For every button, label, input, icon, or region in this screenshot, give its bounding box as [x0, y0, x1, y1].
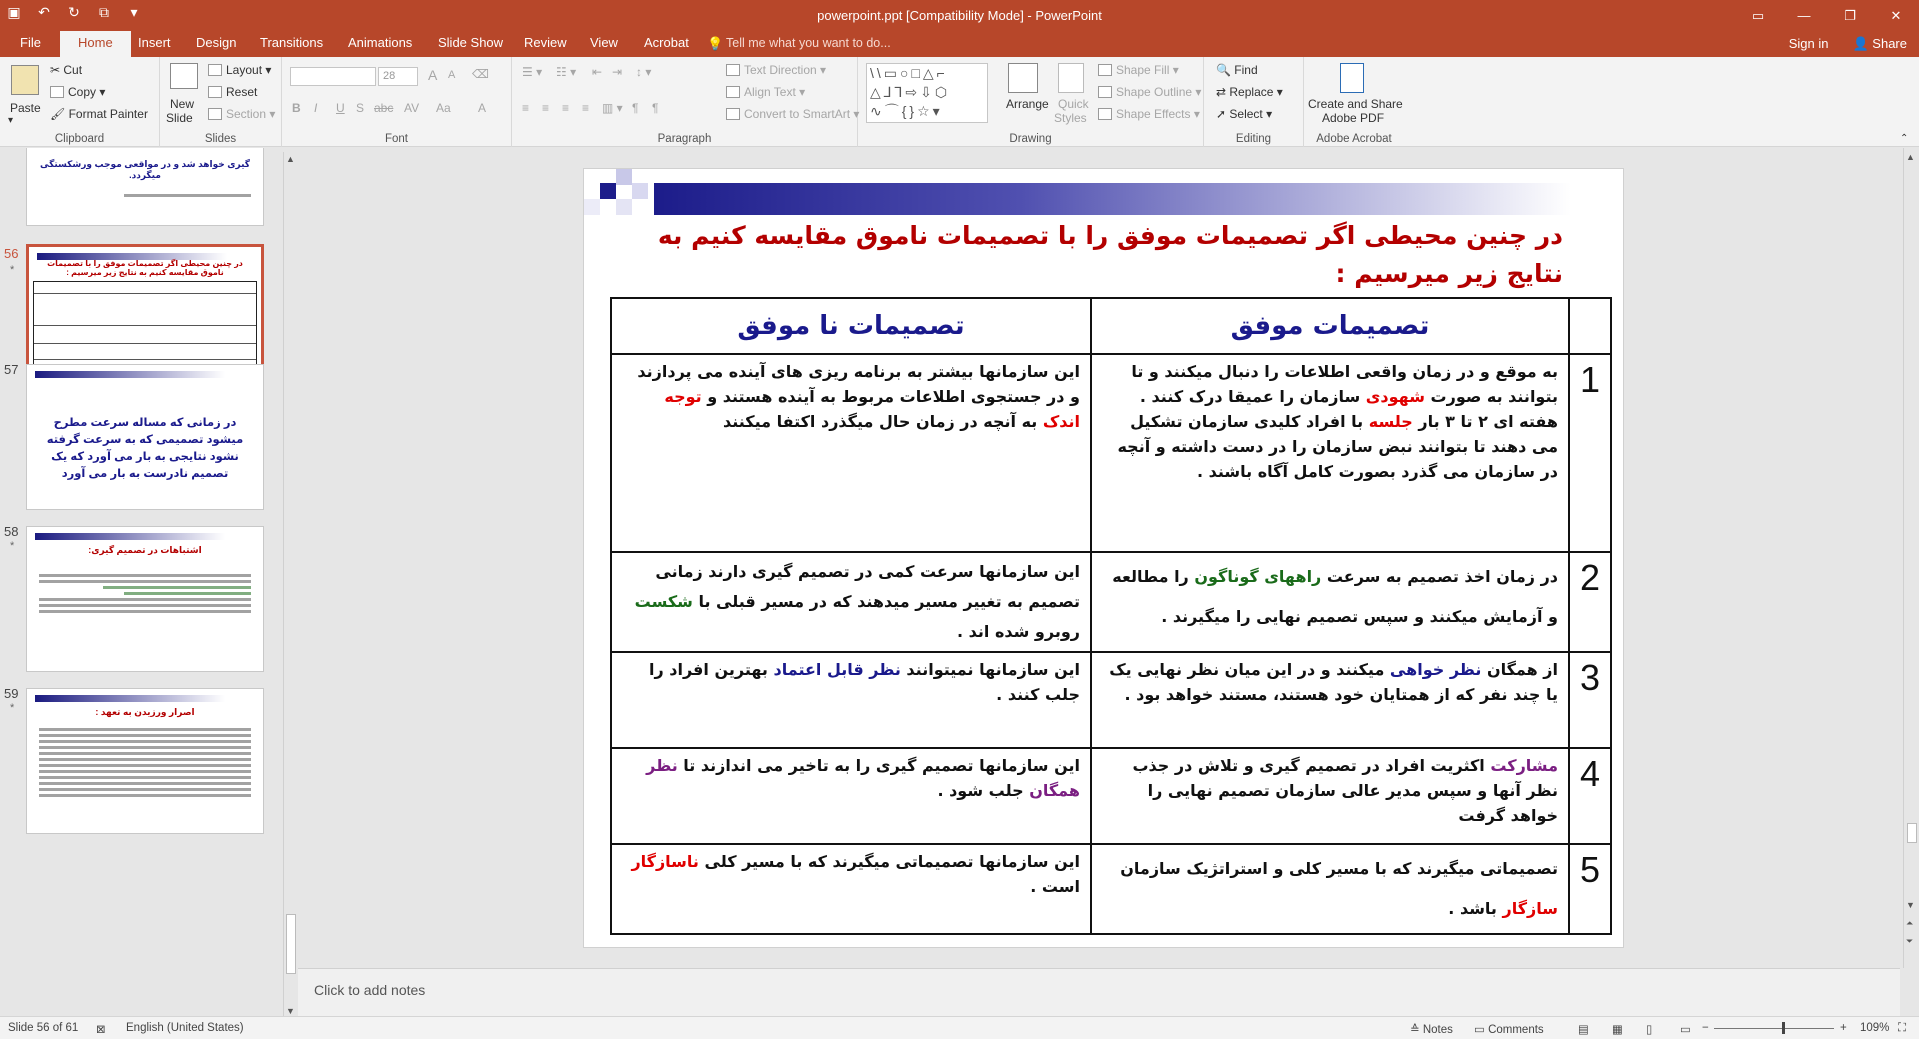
fail-cell[interactable]: این سازمانها بیشتر به برنامه ریزی های آینده می پردازند و در جستجوی اطلاعات مربوط به آینده هستند و توجه اندک به آنچه در زمان حال میگذرد اکتفا میکنند	[611, 354, 1091, 552]
drawing-group	[858, 57, 1204, 147]
font-color-button[interactable]: A	[478, 101, 487, 115]
notes-placeholder[interactable]: Click to add notes	[314, 982, 426, 998]
editor-scroll-thumb[interactable]	[1907, 823, 1917, 843]
comment-icon: ▭	[1474, 1024, 1489, 1036]
normal-view-icon[interactable]: ▤	[1578, 1024, 1589, 1036]
tab-insert[interactable]: Insert	[138, 35, 171, 50]
status-bar	[0, 1016, 1919, 1039]
align-center-icon[interactable]: ≡	[542, 101, 550, 115]
slide-heading[interactable]: در چنین محیطی اگر تصمیمات موفق را با تصمیمات ناموق مقایسه کنیم به نتایج زیر میرسیم :	[657, 221, 1563, 288]
current-slide[interactable]	[583, 168, 1624, 948]
italic-button[interactable]: I	[314, 101, 318, 115]
tab-slide-show[interactable]: Slide Show	[438, 35, 504, 50]
zoom-in-icon[interactable]: +	[1840, 1022, 1847, 1034]
clear-formatting-icon[interactable]: ⌫	[472, 67, 489, 81]
sign-in-link[interactable]: Sign in	[1788, 36, 1829, 51]
slide-thumbnail-57[interactable]	[26, 364, 264, 510]
fail-cell[interactable]: این سازمانها تصمیماتی میگیرند که با مسیر کلی ناسازگار است .	[611, 844, 1091, 934]
tab-acrobat[interactable]: Acrobat	[644, 35, 689, 50]
create-share-pdf-button[interactable]: Create and Share	[1308, 97, 1403, 111]
table-header-row	[611, 298, 1611, 354]
thumb-56-title: در چنین محیطی اگر تصمیمات موفق را با تصمیمات ناموق مقایسه کنیم به نتایج زیر میرسیم :	[47, 259, 243, 277]
columns-icon[interactable]: ▥ ▾	[602, 101, 623, 115]
thumb-55-text: گیری خواهد شد و در مواقعی موجب ورشکستگی میگردد.	[40, 159, 250, 180]
ltr-icon[interactable]: ¶	[652, 101, 659, 115]
drawing-group-label: Drawing	[1009, 133, 1052, 145]
slides-group	[160, 57, 282, 147]
create-pdf-icon[interactable]	[1340, 63, 1364, 93]
editor-scrollbar[interactable]	[1903, 148, 1919, 968]
save-icon[interactable]: ▣	[7, 4, 21, 20]
pen-icon	[1098, 86, 1112, 98]
scroll-up-icon[interactable]: ▲	[286, 154, 295, 164]
fit-slide-icon[interactable]: ⛶	[1898, 1022, 1907, 1034]
collapse-ribbon-icon[interactable]: ⌃	[1900, 133, 1909, 144]
slides-group-label: Slides	[204, 133, 237, 145]
paste-button[interactable]: Paste	[10, 101, 41, 115]
success-cell[interactable]: تصمیماتی میگیرند که با مسیر کلی و استراتژیک سازمان سازگار باشد .	[1091, 844, 1569, 934]
slide-counter: Slide 56 of 61	[8, 1022, 79, 1034]
line-spacing-icon[interactable]: ↕ ▾	[636, 65, 652, 79]
zoom-slider-knob[interactable]	[1782, 1022, 1785, 1034]
font-name-input[interactable]	[290, 67, 376, 86]
slide-thumbnail-58[interactable]	[26, 526, 264, 672]
comments-toggle[interactable]: ▭ Comments	[1474, 1024, 1544, 1036]
thumb-57-text: در زمانی که مساله سرعت مطرح میشود تصمیمی که به سرعت گرفته نشود نتایجی به بار می آورد که یک تصمیم نادرست به بار می آورد	[46, 417, 244, 480]
ribbon	[0, 57, 1919, 147]
next-slide-icon[interactable]: ⏷	[1906, 936, 1914, 946]
adobe-acrobat-group-label: Adobe Acrobat	[1316, 133, 1392, 145]
row-number[interactable]: 4	[1569, 748, 1611, 844]
decor-square	[600, 183, 616, 199]
new-slide-icon[interactable]	[170, 63, 198, 89]
shape-outline-button[interactable]: Shape Outline ▾	[1098, 85, 1201, 99]
align-right-icon[interactable]: ≡	[562, 101, 570, 115]
tab-home[interactable]: Home	[60, 31, 131, 57]
row-number[interactable]: 2	[1569, 552, 1611, 652]
increase-indent-icon[interactable]: ⇥	[612, 65, 623, 79]
fail-cell[interactable]: این سازمانها نمیتوانند نظر قابل اعتماد بهترین افراد را جلب کنند .	[611, 652, 1091, 748]
slide-number-58: 58	[4, 524, 19, 539]
editing-group-label: Editing	[1235, 133, 1272, 145]
share-button[interactable]: 👤 Share	[1852, 36, 1907, 51]
clipboard-group-label: Clipboard	[54, 133, 105, 145]
convert-smartart-button[interactable]: Convert to SmartArt ▾	[726, 107, 859, 121]
fail-cell[interactable]: این سازمانها سرعت کمی در تصمیم گیری دارند زمانی تصمیم به تغییر مسیر میدهند که در مسیر قبلی با شکست روبرو شده اند .	[611, 552, 1091, 652]
search-icon: 🔍	[1216, 63, 1235, 77]
paste-icon[interactable]	[11, 65, 39, 95]
slide-thumbnail-55[interactable]	[26, 148, 264, 226]
quick-styles-icon[interactable]	[1058, 63, 1084, 93]
slide-number-56: 56	[4, 246, 19, 261]
new-slide-button[interactable]: New	[170, 97, 195, 111]
success-cell[interactable]: مشارکت اکثریت افراد در تصمیم گیری و تلاش در جذب نظر آنها و سپس مدیر عالی سازمان تصمیم نهایی را خواهد گرفت	[1091, 748, 1569, 844]
animation-star-icon: *	[10, 702, 15, 714]
numbering-icon[interactable]: ☷ ▾	[556, 65, 577, 79]
title-bar	[0, 0, 1919, 31]
character-spacing-button[interactable]: AV	[404, 101, 420, 115]
row-number[interactable]: 3	[1569, 652, 1611, 748]
table-row	[611, 354, 1611, 552]
font-group	[282, 57, 512, 147]
layout-button[interactable]: Layout ▾	[208, 63, 271, 77]
slide-thumbnails-panel	[0, 148, 297, 1016]
decrease-indent-icon[interactable]: ⇤	[592, 65, 603, 79]
layout-icon	[208, 64, 222, 76]
increase-font-icon[interactable]: A	[428, 67, 438, 83]
scroll-down-icon[interactable]: ▼	[1906, 900, 1915, 910]
format-painter-button[interactable]: 🖌 Format Painter	[50, 107, 148, 121]
reading-view-icon[interactable]: ▯	[1646, 1024, 1653, 1036]
strikethrough-button[interactable]: abc	[374, 101, 394, 115]
find-button[interactable]: 🔍 Find	[1216, 63, 1258, 77]
tab-design[interactable]: Design	[196, 35, 237, 50]
close-button[interactable]: ✕	[1890, 7, 1902, 23]
rtl-icon[interactable]: ¶	[632, 101, 639, 115]
cut-button[interactable]: ✂ Cut	[50, 63, 83, 77]
decor-square	[584, 199, 600, 215]
notes-toggle[interactable]: ≙ Notes	[1410, 1024, 1453, 1036]
section-icon	[208, 108, 222, 120]
tab-view[interactable]: View	[590, 35, 618, 50]
decor-square	[616, 199, 632, 215]
copy-button[interactable]: Copy ▾	[50, 85, 105, 99]
justify-icon[interactable]: ≡	[582, 101, 590, 115]
paint-bucket-icon	[1098, 64, 1112, 76]
restore-button[interactable]: ❐	[1844, 7, 1856, 23]
reset-button[interactable]: Reset	[208, 85, 257, 99]
share-icon: 👤	[1852, 36, 1873, 51]
tab-animations[interactable]: Animations	[348, 35, 413, 50]
shapes-gallery[interactable]: \\▭○□△⌐ △⅃⅂⇨⇩⬡ ∿⌒{}☆▾	[866, 63, 988, 123]
notes-pane[interactable]	[298, 968, 1900, 1016]
new-slide-label-2[interactable]: Slide	[166, 111, 193, 125]
underline-button[interactable]: U	[336, 101, 345, 115]
editing-group	[1204, 57, 1304, 147]
shadow-button[interactable]: S	[356, 101, 365, 115]
align-text-icon	[726, 86, 740, 98]
slide-number-59: 59	[4, 686, 19, 701]
zoom-slider[interactable]	[1714, 1028, 1834, 1029]
table-row	[611, 748, 1611, 844]
smartart-icon	[726, 108, 740, 120]
slide-header-bar	[654, 183, 1571, 215]
row-number[interactable]: 1	[1569, 354, 1611, 552]
redo-icon[interactable]: ↻	[68, 4, 80, 20]
comparison-table[interactable]	[610, 297, 1612, 935]
spelling-icon[interactable]: ⊠	[96, 1024, 106, 1036]
tab-review[interactable]: Review	[524, 35, 567, 50]
thumb-58-title: اشتباهات در تصمیم گیری:	[88, 545, 202, 555]
shape-effects-button[interactable]: Shape Effects ▾	[1098, 107, 1200, 121]
text-direction-button[interactable]: Text Direction ▾	[726, 63, 826, 77]
thumbnails-scrollbar[interactable]	[283, 152, 297, 1018]
align-text-button[interactable]: Align Text ▾	[726, 85, 805, 99]
start-from-beginning-icon[interactable]: ⧉	[99, 4, 109, 20]
quick-styles-button[interactable]: Quick	[1058, 97, 1089, 111]
window-title: powerpoint.ppt [Compatibility Mode] - PowerPoint	[817, 8, 1102, 23]
slide-thumbnail-59[interactable]	[26, 688, 264, 834]
font-size-input[interactable]: 28	[378, 67, 418, 86]
font-group-label: Font	[384, 133, 408, 145]
lightbulb-icon: 💡	[707, 36, 724, 51]
slide-number-57: 57	[4, 362, 19, 377]
section-button[interactable]: Section ▾	[208, 107, 275, 121]
scissors-icon: ✂	[50, 63, 64, 77]
align-left-icon[interactable]: ≡	[522, 101, 530, 115]
fail-cell[interactable]: این سازمانها تصمیم گیری را به تاخیر می اندازند تا نظر همگان جلب شود .	[611, 748, 1091, 844]
bold-button[interactable]: B	[292, 101, 301, 115]
bullets-icon[interactable]: ☰ ▾	[522, 65, 543, 79]
header-fail[interactable]: تصمیمات نا موفق	[611, 298, 1091, 354]
paragraph-group	[512, 57, 858, 147]
language-indicator[interactable]: English (United States)	[126, 1022, 244, 1034]
change-case-button[interactable]: Aa	[436, 101, 451, 115]
cursor-icon: ➚	[1216, 107, 1230, 121]
success-cell[interactable]: در زمان اخذ تصمیم به سرعت راههای گوناگون را مطالعه و آزمایش میکنند و سپس تصمیم نهایی را میگیرند .	[1091, 552, 1569, 652]
notes-icon: ≙	[1410, 1024, 1423, 1036]
arrange-button[interactable]: Arrange	[1006, 97, 1049, 111]
slideshow-view-icon[interactable]: ▭	[1680, 1024, 1691, 1036]
animation-star-icon: *	[10, 540, 15, 552]
ribbon-tabs	[0, 31, 1919, 57]
create-share-pdf-label-2[interactable]: Adobe PDF	[1322, 111, 1385, 125]
header-success[interactable]: تصمیمات موفق	[1091, 298, 1569, 354]
minimize-button[interactable]: —	[1797, 8, 1811, 23]
previous-slide-icon[interactable]: ⏶	[1906, 918, 1914, 928]
replace-icon: ⇄	[1216, 85, 1230, 99]
brush-icon: 🖌	[50, 107, 69, 121]
select-button[interactable]: ➚ Select ▾	[1216, 107, 1273, 121]
decor-square	[616, 169, 632, 185]
tell-me-search[interactable]: Tell me what you want to do...	[726, 36, 891, 50]
decrease-font-icon[interactable]: A	[448, 69, 456, 81]
thumb-59-title: اصرار ورزیدن به تعهد :	[95, 707, 195, 717]
success-cell[interactable]: به موقع و در زمان واقعی اطلاعات را دنبال میکنند و تا بتوانند به صورت شهودی سازمان را عمیقا درک کنند . هفته ای ۲ تا ۳ بار جلسه با افراد کلیدی سازمان تشکیل می دهند تا بتوانند نبض سازمان را در دست داشته و آنچه در سازمان می گذرد بصورت کامل آگاه باشند .	[1091, 354, 1569, 552]
table-row	[611, 844, 1611, 934]
reset-icon	[208, 86, 222, 98]
row-number[interactable]: 5	[1569, 844, 1611, 934]
slide-sorter-icon[interactable]: ▦	[1612, 1024, 1623, 1036]
adobe-acrobat-group	[1304, 57, 1404, 147]
decor-square	[632, 183, 648, 199]
table-row	[611, 552, 1611, 652]
ribbon-display-options-button[interactable]: ▭	[1751, 7, 1765, 23]
paragraph-group-label: Paragraph	[657, 133, 712, 145]
tab-transitions[interactable]: Transitions	[260, 35, 324, 50]
animation-star-icon: *	[10, 264, 15, 276]
table-row	[611, 652, 1611, 748]
thumbnails-scroll-thumb[interactable]	[286, 914, 296, 974]
zoom-out-icon[interactable]: −	[1702, 1022, 1709, 1034]
scroll-up-icon[interactable]: ▲	[1906, 152, 1915, 162]
paste-dropdown-icon[interactable]: ▾	[8, 115, 14, 126]
scroll-down-icon[interactable]: ▼	[286, 1006, 295, 1016]
header-number-cell[interactable]	[1569, 298, 1611, 354]
customize-qat-icon[interactable]: ▾	[130, 4, 138, 20]
effects-icon	[1098, 108, 1112, 120]
undo-icon[interactable]: ↶	[38, 4, 50, 20]
zoom-level[interactable]: 109%	[1860, 1022, 1890, 1034]
shape-fill-button[interactable]: Shape Fill ▾	[1098, 63, 1179, 77]
tab-file[interactable]: File	[20, 35, 41, 50]
replace-button[interactable]: ⇄ Replace ▾	[1216, 85, 1283, 99]
text-direction-icon	[726, 64, 740, 76]
copy-icon	[50, 86, 64, 98]
arrange-icon[interactable]	[1008, 63, 1038, 93]
clipboard-group	[0, 57, 160, 147]
quick-styles-label-2[interactable]: Styles	[1054, 111, 1087, 125]
success-cell[interactable]: از همگان نظر خواهی میکنند و در این میان نظر نهایی یک یا چند نفر که از همتایان خود هستند، مستند خواهد بود .	[1091, 652, 1569, 748]
